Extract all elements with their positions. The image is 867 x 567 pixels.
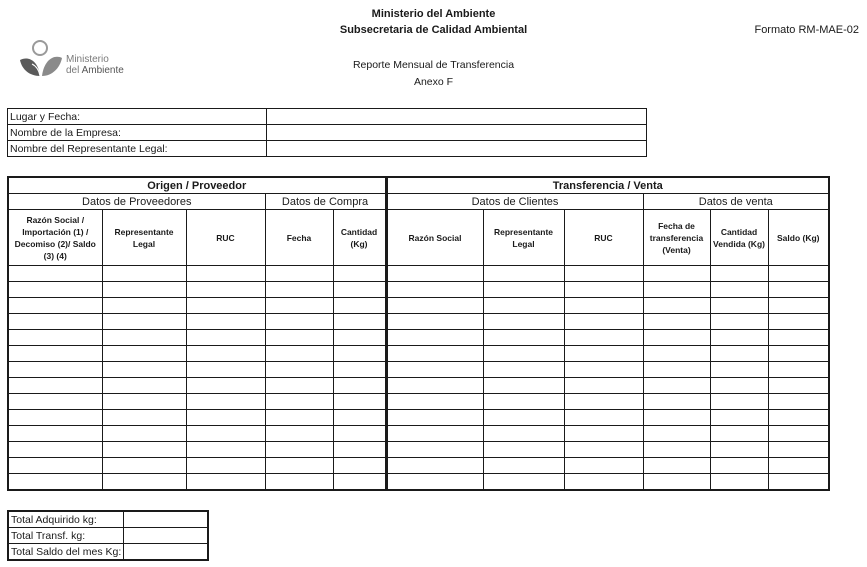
table-cell[interactable] bbox=[768, 426, 829, 442]
table-cell[interactable] bbox=[102, 410, 186, 426]
info-value-field[interactable] bbox=[267, 141, 647, 157]
table-row bbox=[8, 314, 829, 330]
table-cell[interactable] bbox=[710, 442, 768, 458]
total-row bbox=[8, 511, 208, 528]
table-cell[interactable] bbox=[386, 394, 483, 410]
table-cell[interactable] bbox=[265, 426, 333, 442]
table-cell[interactable] bbox=[768, 410, 829, 426]
table-cell[interactable] bbox=[8, 298, 102, 314]
table-cell[interactable] bbox=[483, 298, 564, 314]
col-header-representante-origen: Representante Legal bbox=[102, 210, 186, 266]
table-cell[interactable] bbox=[8, 346, 102, 362]
table-cell[interactable] bbox=[564, 266, 643, 282]
table-cell[interactable] bbox=[333, 314, 386, 330]
ministry-title: Ministerio del Ambiente bbox=[371, 8, 496, 20]
table-cell[interactable] bbox=[710, 282, 768, 298]
table-cell[interactable] bbox=[483, 474, 564, 491]
table-row bbox=[8, 474, 829, 491]
table-cell[interactable] bbox=[643, 266, 710, 282]
table-cell[interactable] bbox=[386, 298, 483, 314]
table-cell[interactable] bbox=[768, 266, 829, 282]
table-cell[interactable] bbox=[265, 330, 333, 346]
table-cell[interactable] bbox=[186, 282, 265, 298]
table-cell[interactable] bbox=[710, 458, 768, 474]
table-cell[interactable] bbox=[768, 330, 829, 346]
table-cell[interactable] bbox=[186, 394, 265, 410]
table-cell[interactable] bbox=[333, 394, 386, 410]
table-cell[interactable] bbox=[564, 330, 643, 346]
group-clientes: Datos de Clientes bbox=[386, 194, 643, 210]
total-value-field[interactable] bbox=[124, 511, 209, 528]
table-cell[interactable] bbox=[8, 378, 102, 394]
total-label: Total Transf. kg: bbox=[8, 528, 124, 544]
table-cell[interactable] bbox=[710, 474, 768, 491]
table-cell[interactable] bbox=[564, 394, 643, 410]
table-cell[interactable] bbox=[265, 458, 333, 474]
table-cell[interactable] bbox=[483, 266, 564, 282]
table-cell[interactable] bbox=[710, 378, 768, 394]
transfer-table bbox=[7, 176, 830, 491]
table-cell[interactable] bbox=[8, 266, 102, 282]
table-cell[interactable] bbox=[265, 346, 333, 362]
table-cell[interactable] bbox=[483, 426, 564, 442]
table-cell[interactable] bbox=[386, 442, 483, 458]
table-cell[interactable] bbox=[643, 362, 710, 378]
report-title: Reporte Mensual de Transferencia bbox=[352, 59, 515, 71]
info-row-lugar bbox=[8, 109, 647, 125]
table-cell[interactable] bbox=[102, 442, 186, 458]
total-label: Total Saldo del mes Kg: bbox=[8, 544, 124, 561]
table-cell[interactable] bbox=[186, 378, 265, 394]
col-header-representante-cliente: Representante Legal bbox=[483, 210, 564, 266]
leaf-logo-icon bbox=[18, 36, 66, 80]
table-cell[interactable] bbox=[102, 330, 186, 346]
table-cell[interactable] bbox=[333, 378, 386, 394]
table-cell[interactable] bbox=[102, 282, 186, 298]
table-cell[interactable] bbox=[186, 474, 265, 491]
table-cell[interactable] bbox=[186, 314, 265, 330]
annex-label: Anexo F bbox=[413, 76, 454, 88]
table-cell[interactable] bbox=[564, 426, 643, 442]
table-cell[interactable] bbox=[265, 298, 333, 314]
table-cell[interactable] bbox=[710, 394, 768, 410]
logo-line2: del Ambiente bbox=[66, 65, 124, 76]
subsecretaria-title: Subsecretaria de Calidad Ambiental bbox=[339, 24, 528, 36]
table-row bbox=[8, 410, 829, 426]
table-cell[interactable] bbox=[483, 442, 564, 458]
table-cell[interactable] bbox=[333, 442, 386, 458]
table-cell[interactable] bbox=[333, 282, 386, 298]
table-cell[interactable] bbox=[710, 346, 768, 362]
table-cell[interactable] bbox=[564, 346, 643, 362]
info-label: Nombre del Representante Legal: bbox=[8, 141, 267, 157]
table-row bbox=[8, 458, 829, 474]
table-cell[interactable] bbox=[186, 298, 265, 314]
table-cell[interactable] bbox=[333, 346, 386, 362]
table-cell[interactable] bbox=[643, 458, 710, 474]
table-row bbox=[8, 394, 829, 410]
table-cell[interactable] bbox=[333, 458, 386, 474]
table-cell[interactable] bbox=[643, 378, 710, 394]
table-cell[interactable] bbox=[564, 362, 643, 378]
table-cell[interactable] bbox=[333, 298, 386, 314]
table-body bbox=[8, 266, 829, 491]
table-cell[interactable] bbox=[564, 314, 643, 330]
logo-text bbox=[66, 54, 124, 76]
table-cell[interactable] bbox=[8, 394, 102, 410]
table-cell[interactable] bbox=[768, 346, 829, 362]
table-cell[interactable] bbox=[8, 458, 102, 474]
table-cell[interactable] bbox=[186, 346, 265, 362]
table-cell[interactable] bbox=[186, 410, 265, 426]
table-cell[interactable] bbox=[386, 314, 483, 330]
table-cell[interactable] bbox=[186, 458, 265, 474]
table-cell[interactable] bbox=[333, 362, 386, 378]
table-cell[interactable] bbox=[102, 362, 186, 378]
table-cell[interactable] bbox=[386, 426, 483, 442]
table-cell[interactable] bbox=[710, 410, 768, 426]
table-cell[interactable] bbox=[8, 474, 102, 491]
table-cell[interactable] bbox=[643, 314, 710, 330]
table-cell[interactable] bbox=[102, 378, 186, 394]
table-cell[interactable] bbox=[643, 474, 710, 491]
table-cell[interactable] bbox=[8, 442, 102, 458]
transfer-section-title: Transferencia / Venta bbox=[386, 177, 829, 194]
table-row bbox=[8, 346, 829, 362]
table-cell[interactable] bbox=[102, 394, 186, 410]
table-row bbox=[8, 330, 829, 346]
table-cell[interactable] bbox=[8, 282, 102, 298]
info-label: Nombre de la Empresa: bbox=[8, 125, 267, 141]
table-cell[interactable] bbox=[768, 378, 829, 394]
info-value-field[interactable] bbox=[267, 125, 647, 141]
total-row bbox=[8, 528, 208, 544]
table-cell[interactable] bbox=[643, 346, 710, 362]
table-cell[interactable] bbox=[643, 410, 710, 426]
col-header-ruc-cliente: RUC bbox=[564, 210, 643, 266]
total-value-field[interactable] bbox=[124, 544, 209, 561]
table-cell[interactable] bbox=[768, 282, 829, 298]
table-cell[interactable] bbox=[333, 410, 386, 426]
table-cell[interactable] bbox=[386, 266, 483, 282]
table-cell[interactable] bbox=[333, 426, 386, 442]
table-cell[interactable] bbox=[386, 474, 483, 491]
table-cell[interactable] bbox=[564, 410, 643, 426]
table-cell[interactable] bbox=[564, 474, 643, 491]
group-proveedores: Datos de Proveedores bbox=[8, 194, 265, 210]
total-value-field[interactable] bbox=[124, 528, 209, 544]
col-header-cantidad-vendida: Cantidad Vendida (Kg) bbox=[710, 210, 768, 266]
table-cell[interactable] bbox=[710, 314, 768, 330]
group-compra: Datos de Compra bbox=[265, 194, 386, 210]
table-row bbox=[8, 378, 829, 394]
table-cell[interactable] bbox=[643, 282, 710, 298]
col-header-fecha: Fecha bbox=[265, 210, 333, 266]
table-cell[interactable] bbox=[265, 442, 333, 458]
table-cell[interactable] bbox=[386, 410, 483, 426]
info-row-representante bbox=[8, 141, 647, 157]
table-cell[interactable] bbox=[768, 458, 829, 474]
table-cell[interactable] bbox=[186, 426, 265, 442]
table-cell[interactable] bbox=[483, 362, 564, 378]
table-row bbox=[8, 298, 829, 314]
table-cell[interactable] bbox=[643, 330, 710, 346]
info-label: Lugar y Fecha: bbox=[8, 109, 267, 125]
table-cell[interactable] bbox=[386, 330, 483, 346]
table-row bbox=[8, 442, 829, 458]
table-cell[interactable] bbox=[768, 442, 829, 458]
table-row bbox=[8, 266, 829, 282]
table-cell[interactable] bbox=[643, 442, 710, 458]
col-header-cantidad: Cantidad (Kg) bbox=[333, 210, 386, 266]
table-cell[interactable] bbox=[186, 266, 265, 282]
total-row bbox=[8, 544, 208, 561]
total-label: Total Adquirido kg: bbox=[8, 511, 124, 528]
table-cell[interactable] bbox=[386, 282, 483, 298]
table-cell[interactable] bbox=[8, 410, 102, 426]
table-cell[interactable] bbox=[483, 282, 564, 298]
table-cell[interactable] bbox=[768, 298, 829, 314]
col-header-razon-social-cliente: Razón Social bbox=[386, 210, 483, 266]
table-cell[interactable] bbox=[333, 474, 386, 491]
table-cell[interactable] bbox=[564, 298, 643, 314]
table-cell[interactable] bbox=[768, 394, 829, 410]
table-cell[interactable] bbox=[102, 266, 186, 282]
table-cell[interactable] bbox=[483, 458, 564, 474]
col-header-razon-social-origen: Razón Social / Importación (1) / Decomiso (2)/ Saldo (3) (4) bbox=[8, 210, 102, 266]
table-cell[interactable] bbox=[265, 282, 333, 298]
table-cell[interactable] bbox=[768, 362, 829, 378]
table-cell[interactable] bbox=[564, 378, 643, 394]
table-cell[interactable] bbox=[186, 330, 265, 346]
table-cell[interactable] bbox=[102, 474, 186, 491]
table-cell[interactable] bbox=[186, 442, 265, 458]
info-table bbox=[7, 108, 647, 157]
table-cell[interactable] bbox=[386, 346, 483, 362]
table-cell[interactable] bbox=[265, 410, 333, 426]
table-cell[interactable] bbox=[8, 362, 102, 378]
table-cell[interactable] bbox=[643, 426, 710, 442]
table-row bbox=[8, 282, 829, 298]
table-cell[interactable] bbox=[483, 410, 564, 426]
group-venta: Datos de venta bbox=[643, 194, 829, 210]
table-cell[interactable] bbox=[333, 266, 386, 282]
table-cell[interactable] bbox=[386, 378, 483, 394]
table-cell[interactable] bbox=[8, 330, 102, 346]
table-cell[interactable] bbox=[710, 362, 768, 378]
table-cell[interactable] bbox=[333, 330, 386, 346]
table-cell[interactable] bbox=[483, 346, 564, 362]
table-cell[interactable] bbox=[710, 266, 768, 282]
logo-line1: Ministerio bbox=[66, 54, 109, 65]
table-cell[interactable] bbox=[483, 314, 564, 330]
table-cell[interactable] bbox=[483, 394, 564, 410]
table-cell[interactable] bbox=[564, 458, 643, 474]
col-header-saldo: Saldo (Kg) bbox=[768, 210, 829, 266]
info-row-empresa bbox=[8, 125, 647, 141]
info-value-field[interactable] bbox=[267, 109, 647, 125]
table-cell[interactable] bbox=[102, 458, 186, 474]
table-cell[interactable] bbox=[102, 314, 186, 330]
table-cell[interactable] bbox=[483, 378, 564, 394]
format-code: Formato RM-MAE-02 bbox=[754, 24, 859, 36]
col-header-ruc-origen: RUC bbox=[186, 210, 265, 266]
table-cell[interactable] bbox=[564, 442, 643, 458]
table-cell[interactable] bbox=[710, 330, 768, 346]
table-cell[interactable] bbox=[265, 362, 333, 378]
table-cell[interactable] bbox=[386, 362, 483, 378]
table-cell[interactable] bbox=[265, 266, 333, 282]
table-cell[interactable] bbox=[102, 426, 186, 442]
table-cell[interactable] bbox=[102, 298, 186, 314]
table-row bbox=[8, 362, 829, 378]
table-cell[interactable] bbox=[768, 474, 829, 491]
table-cell[interactable] bbox=[265, 394, 333, 410]
table-cell[interactable] bbox=[186, 362, 265, 378]
table-cell[interactable] bbox=[768, 314, 829, 330]
table-cell[interactable] bbox=[8, 314, 102, 330]
table-cell[interactable] bbox=[564, 282, 643, 298]
table-cell[interactable] bbox=[265, 378, 333, 394]
table-cell[interactable] bbox=[8, 426, 102, 442]
table-cell[interactable] bbox=[102, 346, 186, 362]
table-cell[interactable] bbox=[386, 458, 483, 474]
table-row bbox=[8, 426, 829, 442]
table-cell[interactable] bbox=[710, 426, 768, 442]
table-cell[interactable] bbox=[643, 298, 710, 314]
table-cell[interactable] bbox=[265, 314, 333, 330]
table-cell[interactable] bbox=[265, 474, 333, 491]
table-cell[interactable] bbox=[483, 330, 564, 346]
table-cell[interactable] bbox=[710, 298, 768, 314]
col-header-fecha-transferencia: Fecha de transferencia (Venta) bbox=[643, 210, 710, 266]
table-cell[interactable] bbox=[643, 394, 710, 410]
totals-table bbox=[7, 510, 209, 561]
origin-section-title: Origen / Proveedor bbox=[8, 177, 386, 194]
